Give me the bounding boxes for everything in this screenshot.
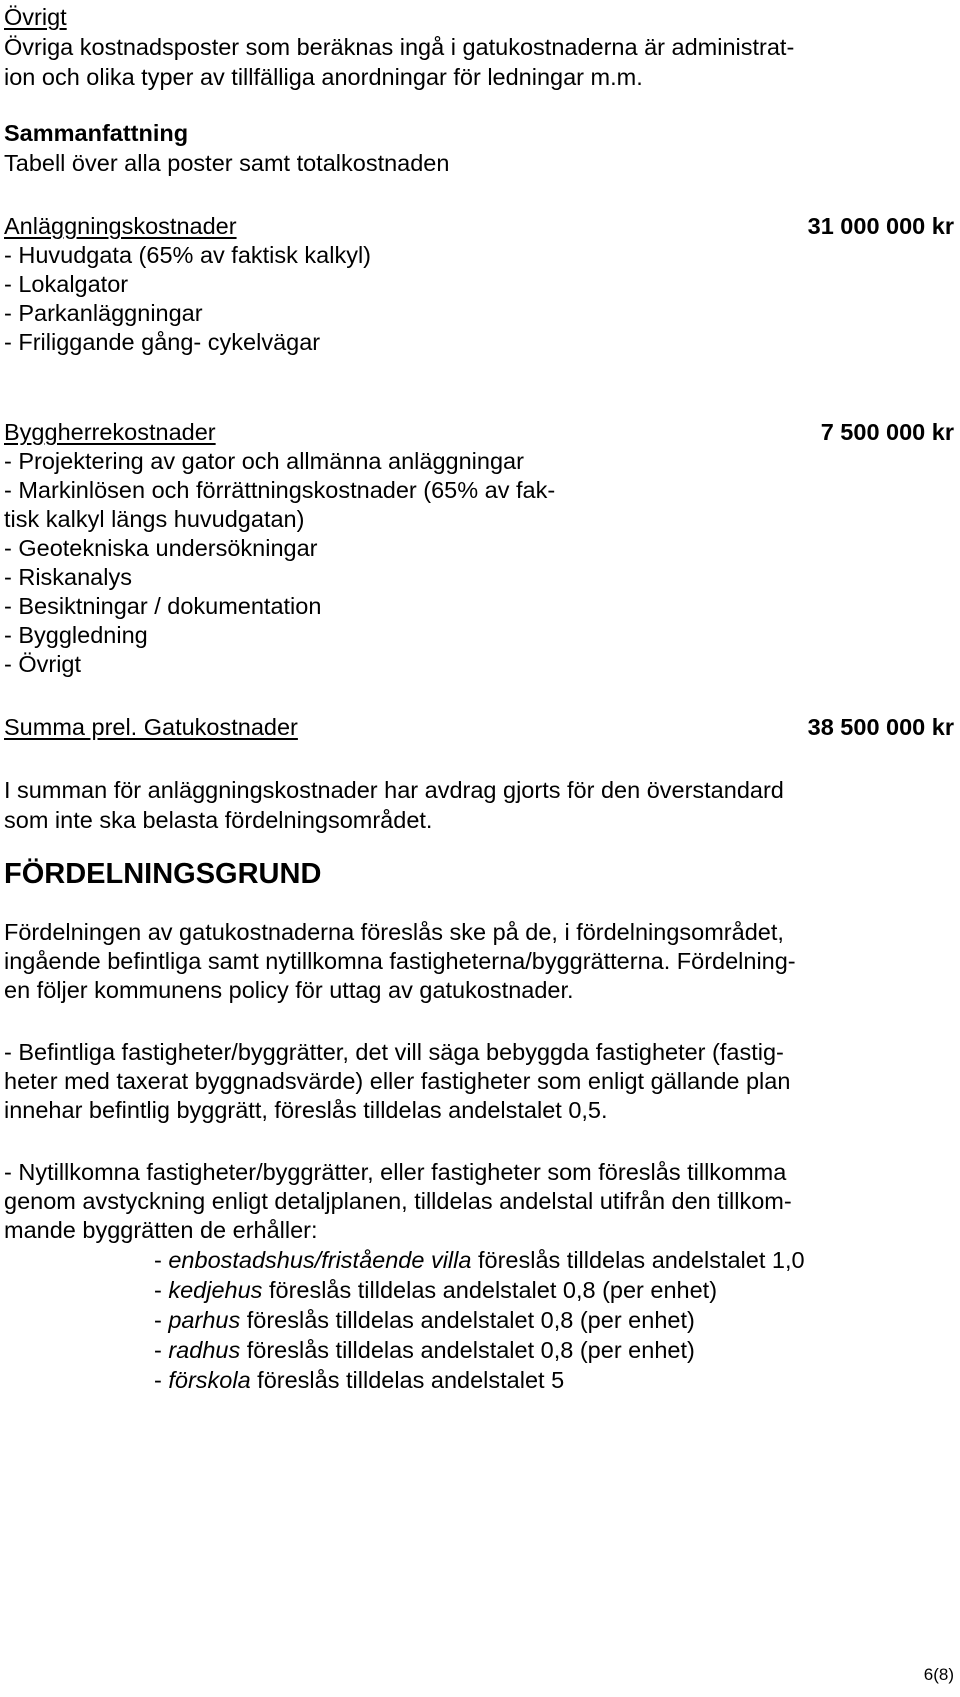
note-line: I summan för anläggningskostnader har avdrag gjorts för den överstandard (4, 777, 784, 803)
ovrigt-line: ion och olika typer av tillfälliga anordningar för ledningar m.m. (4, 64, 643, 90)
building-type-item: - enbostadshus/fristående villa föreslås tilldelas andelstalet 1,0 (154, 1247, 805, 1273)
para3-line: mande byggrätten de erhåller: (4, 1217, 318, 1243)
building-type-name: kedjehus (168, 1277, 263, 1303)
building-type-rule: föreslås tilldelas andelstalet 5 (250, 1367, 565, 1393)
building-type-item: - parhus föreslås tilldelas andelstalet 0,8 (per enhet) (154, 1307, 695, 1333)
anlaggning-heading: Anläggningskostnader (4, 213, 237, 239)
para2-line: innehar befintlig byggrätt, föreslås tilldelas andelstalet 0,5. (4, 1097, 608, 1123)
para1-line: Fördelningen av gatukostnaderna föreslås ske på de, i fördelningsområdet, (4, 919, 784, 945)
para1-line: en följer kommunens policy för uttag av gatukostnader. (4, 977, 574, 1003)
anlaggning-item: - Huvudgata (65% av faktisk kalkyl) (4, 242, 372, 268)
page-number: 6(8) (923, 1665, 954, 1684)
byggherre-amount: 7 500 000 kr (820, 419, 954, 445)
summa-amount: 38 500 000 kr (807, 714, 954, 740)
fordelning-heading: FÖRDELNINGSGRUND (4, 858, 322, 890)
para1-line: ingående befintliga samt nytillkomna fastigheterna/byggrätterna. Fördelning- (4, 948, 796, 974)
ovrigt-heading: Övrigt (4, 4, 67, 30)
byggherre-item: - Markinlösen och förrättningskostnader (65% av fak- (4, 477, 556, 503)
building-type-rule: föreslås tilldelas andelstalet 0,8 (per enhet) (240, 1337, 695, 1363)
para3-line: genom avstyckning enligt detaljplanen, tilldelas andelstal utifrån den tillkom- (4, 1188, 792, 1214)
anlaggning-item: - Friliggande gång- cykelvägar (4, 329, 321, 355)
para2-line: heter med taxerat byggnadsvärde) eller fastigheter som enligt gällande plan (4, 1068, 791, 1094)
byggherre-heading: Byggherrekostnader (4, 419, 216, 445)
sammanfattning-heading: Sammanfattning (4, 120, 189, 146)
byggherre-item: - Riskanalys (4, 564, 132, 590)
building-type-item: - kedjehus föreslås tilldelas andelstalet 0,8 (per enhet) (154, 1277, 718, 1303)
building-type-item: - förskola föreslås tilldelas andelstalet 5 (154, 1367, 565, 1393)
summa-label: Summa prel. Gatukostnader (4, 714, 298, 740)
para3-line: - Nytillkomna fastigheter/byggrätter, eller fastigheter som föreslås tillkomma (4, 1159, 787, 1185)
ovrigt-line: Övriga kostnadsposter som beräknas ingå i gatukostnaderna är administrat- (4, 34, 795, 60)
anlaggning-item: - Parkanläggningar (4, 300, 203, 326)
byggherre-item: - Geotekniska undersökningar (4, 535, 318, 561)
building-type-rule: föreslås tilldelas andelstalet 0,8 (per enhet) (262, 1277, 718, 1303)
note-line: som inte ska belasta fördelningsområdet. (4, 807, 433, 833)
building-type-item: - radhus föreslås tilldelas andelstalet 0,8 (per enhet) (154, 1337, 695, 1363)
building-type-name: radhus (168, 1337, 241, 1363)
building-type-name: enbostadshus/fristående villa (168, 1247, 472, 1273)
building-type-rule: föreslås tilldelas andelstalet 1,0 (471, 1247, 805, 1273)
byggherre-item: - Besiktningar / dokumentation (4, 593, 322, 619)
anlaggning-item: - Lokalgator (4, 271, 129, 297)
building-type-name: förskola (168, 1367, 251, 1393)
byggherre-item: - Byggledning (4, 622, 148, 648)
sammanfattning-subtitle: Tabell över alla poster samt totalkostnaden (4, 150, 450, 176)
byggherre-item: - Övrigt (4, 651, 82, 677)
anlaggning-amount: 31 000 000 kr (807, 213, 954, 239)
para2-line: - Befintliga fastigheter/byggrätter, det vill säga bebyggda fastigheter (fastig- (4, 1039, 784, 1065)
byggherre-item: tisk kalkyl längs huvudgatan) (4, 506, 305, 532)
byggherre-item: - Projektering av gator och allmänna anläggningar (4, 448, 524, 474)
building-type-rule: föreslås tilldelas andelstalet 0,8 (per enhet) (240, 1307, 695, 1333)
building-type-name: parhus (168, 1307, 241, 1333)
